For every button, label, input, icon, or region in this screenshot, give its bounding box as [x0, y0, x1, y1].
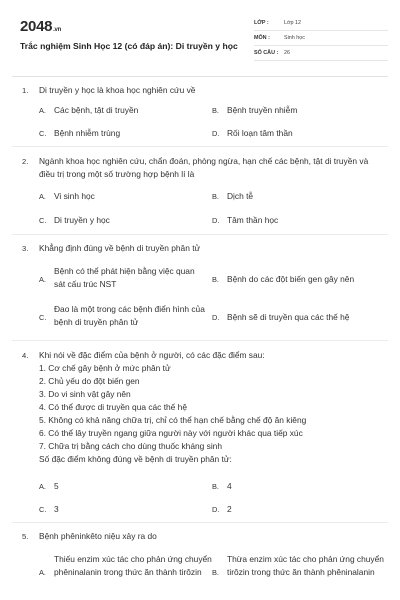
option-letter: D. [212, 216, 220, 225]
option-text: 3 [54, 504, 59, 514]
option-text: Đao là một trong các bệnh điển hình của bệnh di truyền phân tử [54, 304, 205, 327]
meta-value: Lớp 12 [284, 20, 302, 26]
option-text: Các bệnh, tật di truyền [54, 105, 139, 115]
list-item: 1. Cơ chế gây bệnh ở mức phân tử [39, 363, 171, 373]
option-text: 2 [227, 504, 232, 514]
logo-suffix: .vn [53, 27, 61, 33]
option-text: Bệnh sẽ di truyền qua các thế hệ [227, 312, 350, 322]
option-letter: B. [212, 568, 219, 577]
option-letter: A. [39, 275, 46, 284]
question-divider [12, 146, 388, 147]
option-letter: C. [39, 129, 47, 138]
option-text: Bệnh truyền nhiễm [227, 105, 298, 115]
document-header [8, 8, 392, 72]
option-letter: A. [39, 482, 46, 491]
option-letter: B. [212, 482, 219, 491]
site-logo[interactable] [20, 18, 61, 35]
question-text: Ngành khoa học nghiên cứu, chẩn đoán, phòng ngừa, hạn chế các bệnh, tật di truyền và điều trị trong một số trường hợp bệnh lí là [39, 156, 369, 179]
question-number: 5. [22, 532, 29, 541]
option-text: Thừa enzim xúc tác cho phản ứng chuyển tirôzin trong thức ăn thành phêninalanin [227, 554, 384, 577]
question-divider [12, 340, 388, 341]
option-letter: D. [212, 313, 220, 322]
list-item: 6. Có thể lây truyền ngang giữa người này với người khác qua tiếp xúc [39, 428, 303, 438]
option-letter: D. [212, 505, 220, 514]
option-letter: C. [39, 505, 47, 514]
meta-row-grade [254, 16, 388, 31]
option-text: Bệnh có thể phát hiện bằng việc quan sát cấu trúc NST [54, 266, 195, 289]
option-letter: C. [39, 313, 47, 322]
option-text: Bệnh nhiễm trùng [54, 128, 121, 138]
question-text: Bệnh phêninkêto niệu xảy ra do [39, 531, 157, 541]
option-text: Dịch tễ [227, 191, 254, 201]
option-text: Rối loạn tâm thần [227, 128, 293, 138]
header-divider [12, 76, 388, 77]
option-letter: C. [39, 216, 47, 225]
option-text: Tâm thần học [227, 215, 279, 225]
meta-value: Sinh học [284, 35, 305, 41]
page-title: Trắc nghiệm Sinh Học 12 (có đáp án): Di truyền y học [20, 41, 238, 51]
question-text: Di truyền y học là khoa học nghiên cứu về [39, 85, 196, 95]
option-letter: B. [212, 106, 219, 115]
question-prompt: Số đặc điểm không đúng về bệnh di truyền phân tử: [39, 454, 232, 464]
question-divider [12, 522, 388, 523]
question-number: 3. [22, 244, 29, 253]
question-text: Khẳng định đúng về bệnh di truyền phân tử [39, 243, 201, 253]
meta-table [254, 16, 388, 61]
option-letter: A. [39, 106, 46, 115]
question-number: 1. [22, 86, 29, 95]
question-number: 2. [22, 157, 29, 166]
meta-key: SỐ CÂU : [254, 50, 279, 56]
meta-row-subject [254, 31, 388, 46]
option-text: Di truyền y học [54, 215, 110, 225]
list-item: 7. Chữa trị bằng cách cho dùng thuốc kháng sinh [39, 441, 222, 451]
question-text: Khi nói về đặc điểm của bệnh ở người, có các đặc điểm sau: [39, 350, 265, 360]
option-text: 5 [54, 481, 59, 491]
list-item: 2. Chủ yếu do đột biến gen [39, 376, 140, 386]
option-text: Vi sinh học [54, 191, 95, 201]
list-item: 3. Do vi sinh vật gây nên [39, 389, 131, 399]
meta-key: LỚP : [254, 20, 269, 26]
logo-text: 2048 [20, 18, 53, 35]
option-text: Bệnh do các đột biến gen gây nên [227, 274, 355, 284]
option-letter: D. [212, 129, 220, 138]
list-item: 4. Có thể được di truyền qua các thế hệ [39, 402, 187, 412]
option-text: Thiếu enzim xúc tác cho phản ứng chuyển phêninalanin trong thức ăn thành tirôzin [54, 554, 212, 577]
list-item: 5. Không có khả năng chữa trị, chỉ có thể hạn chế bằng chế độ ăn kiêng [39, 415, 307, 425]
option-text: 4 [227, 481, 232, 491]
option-letter: B. [212, 275, 219, 284]
question-number: 4. [22, 351, 29, 360]
option-letter: A. [39, 568, 46, 577]
meta-row-count [254, 46, 388, 61]
question-divider [12, 234, 388, 235]
option-letter: A. [39, 192, 46, 201]
meta-value: 26 [284, 50, 290, 56]
option-letter: B. [212, 192, 219, 201]
meta-key: MÔN : [254, 35, 270, 41]
